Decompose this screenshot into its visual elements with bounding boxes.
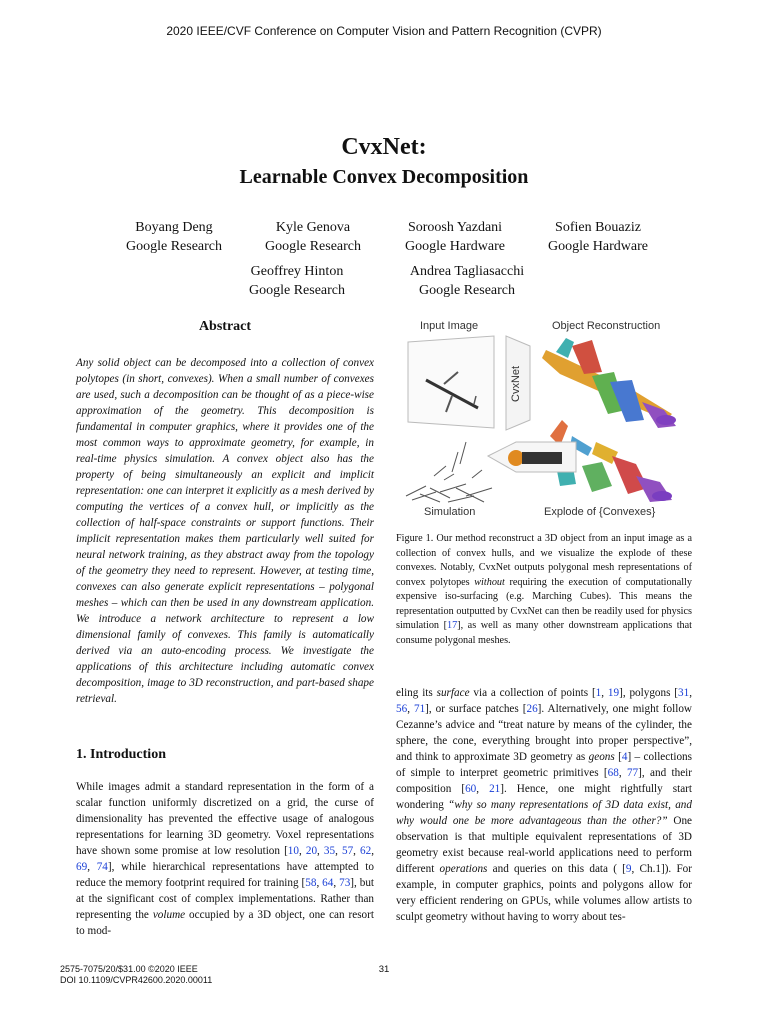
author-block	[387, 262, 547, 300]
author-affiliation: Google Hardware	[405, 239, 505, 254]
citation-link[interactable]: 73	[339, 877, 351, 889]
paper-title: CvxNet:	[341, 134, 427, 160]
author-name: Boyang Deng	[135, 220, 213, 235]
citation-link[interactable]: 26	[526, 703, 538, 715]
doi-line: DOI 10.1109/CVPR42600.2020.00011	[60, 975, 213, 985]
citation-link[interactable]: 4	[621, 751, 628, 763]
citation-link[interactable]: 77	[626, 767, 639, 779]
author-affiliation: Google Research	[125, 239, 223, 254]
author-block	[233, 218, 393, 256]
citation-link[interactable]: 1	[595, 687, 602, 699]
author-affiliation: Google Research	[248, 283, 346, 298]
author-name: Kyle Genova	[275, 220, 351, 235]
author-affiliation: Google Research	[418, 283, 516, 298]
input-image-panel	[408, 336, 494, 428]
author-block	[518, 218, 678, 256]
physics-engine-logo	[508, 450, 562, 466]
abstract-heading: Abstract	[198, 319, 252, 334]
author-name: Sofien Bouaziz	[555, 220, 641, 235]
citation-link[interactable]: 74	[96, 861, 108, 873]
citation-link[interactable]: 68	[607, 767, 619, 779]
citation-link[interactable]: 69	[76, 861, 88, 873]
section-heading: 1. Introduction	[76, 747, 166, 762]
author-affiliation: Google Research	[264, 239, 362, 254]
copyright-line: 2575-7075/20/$31.00 ©2020 IEEE	[60, 964, 198, 974]
citation-link[interactable]: 19	[607, 687, 620, 699]
page-number: 31	[378, 964, 390, 975]
figure-label-input: Input Image	[420, 320, 479, 332]
citation-link[interactable]: 57	[341, 845, 354, 857]
intro-paragraph: While images admit a standard representation in the form of a scalar function uniformly discretized on a grid, the curse of dimensionality has prevented the effective usage of analogous representations for learning 3D geometry. Voxel representations have shown some promise at low resolution [10, 20, 35, 57, 62, 69, 74], while hierarchical representations have attempted to reduce the memory footprint required for training [58, 64, 73], but at the significant cost of complex implementations. Rather than representing the volume occupied by a 3D object, one can resort to mod-	[76, 781, 375, 937]
simulation-debris-icon	[406, 442, 492, 502]
citation-link[interactable]: 31	[678, 687, 690, 699]
conference-header: 2020 IEEE/CVF Conference on Computer Vision and Pattern Recognition (CVPR)	[166, 24, 602, 38]
citation-link[interactable]: 56	[396, 703, 408, 715]
author-name: Soroosh Yazdani	[407, 220, 503, 235]
citation-link[interactable]: 20	[305, 845, 318, 857]
figure-label-explode: Explode of {Convexes}	[544, 506, 656, 518]
paper-subtitle: Learnable Convex Decomposition	[239, 166, 529, 188]
figure-label-simulation: Simulation	[424, 506, 476, 518]
citation-link[interactable]: 9	[625, 863, 632, 875]
figure-label-reconstruction: Object Reconstruction	[552, 320, 661, 332]
reconstruction-airplane-icon	[542, 338, 676, 428]
author-name: Geoffrey Hinton	[250, 264, 344, 279]
author-name: Andrea Tagliasacchi	[409, 264, 525, 279]
author-affiliation: Google Hardware	[548, 239, 648, 254]
citation-link[interactable]: 17	[446, 620, 458, 631]
author-block	[375, 218, 535, 256]
citation-link[interactable]: 35	[323, 845, 336, 857]
intro-paragraph-continued: eling its surface via a collection of points [1, 19], polygons [31, 56, 71], or surface patches [26]. Alternatively, one might follow Cezanne’s advice and “treat nature by means of the cylinder, the sphere, the cone, everything brought into proper perspective”, and think to approximate 3D geometry as geons [4] – collections of simple to interpret geometric primitives [68, 77], and their composition [60, 21]. Hence, one might rightfully start wondering “why so many representations of 3D data exist, and why would one be more advantageous than the other?” One observation is that multiple equivalent representations of 3D geometry exist because real-world applications need to perform different operations and queries on this data ( [9, Ch.1]). For example, in computer graphics, points and polygons allow for very efficient rendering on GPUs, while volumes allow artists to sculpt geometry without having to worry about tes-	[396, 687, 693, 923]
figure-1	[396, 316, 692, 522]
citation-link[interactable]: 62	[360, 845, 372, 857]
figure-caption: Figure 1. Our method reconstruct a 3D object from an input image as a collection of convex hulls, and we visualize the explode of these convexes. Notably, CvxNet outputs polygonal mesh representations of convex polytopes without requiring the execution of computationally expensive iso-surfacing (e.g. Marching Cubes). This means the representation outputted by CvxNet can then be readily used for physics simulation [17], as well as many other downstream applications that consume polygonal meshes.	[396, 533, 692, 646]
citation-link[interactable]: 71	[413, 703, 426, 715]
abstract-text: Any solid object can be decomposed into a collection of convex polytopes (in short, convexes). When a small number of convexes are used, such a decomposition can be thought of as a piece-wise approximation of the geometry. This decomposition is fundamental in computer graphics, where it provides one of the most common ways to approximate geometry, for example, in real-time physics simulation. A convex object also has the property of being simultaneously an explicit and implicit representation: one can interpret it explicitly as a mesh derived by computing the vertices of a convex hull, or implicitly as the collection of half-space constraints or support functions. Their implicit representation makes them particularly well suited for neural network training, as they abstract away from the topology of the geometry they need to represent. However, at testing time, convexes can also generate explicit representations – polygonal meshes – which can then be used in any downstream application. We introduce a network architecture to represent a low dimensional family of convexes. This family is automatically derived via an auto-encoding process. We investigate the applications of this architecture including automatic convex decomposition, image to 3D reconstruction, and part-based shape retrieval.	[76, 357, 374, 705]
author-block	[217, 262, 377, 300]
citation-link[interactable]: 60	[465, 783, 477, 795]
citation-link[interactable]: 10	[287, 845, 299, 857]
figure-label-network: CvxNet	[510, 365, 522, 402]
author-block	[94, 218, 254, 256]
citation-link[interactable]: 64	[322, 877, 334, 889]
citation-link[interactable]: 58	[305, 877, 317, 889]
figure-illustration	[396, 316, 692, 522]
citation-link[interactable]: 21	[489, 783, 501, 795]
